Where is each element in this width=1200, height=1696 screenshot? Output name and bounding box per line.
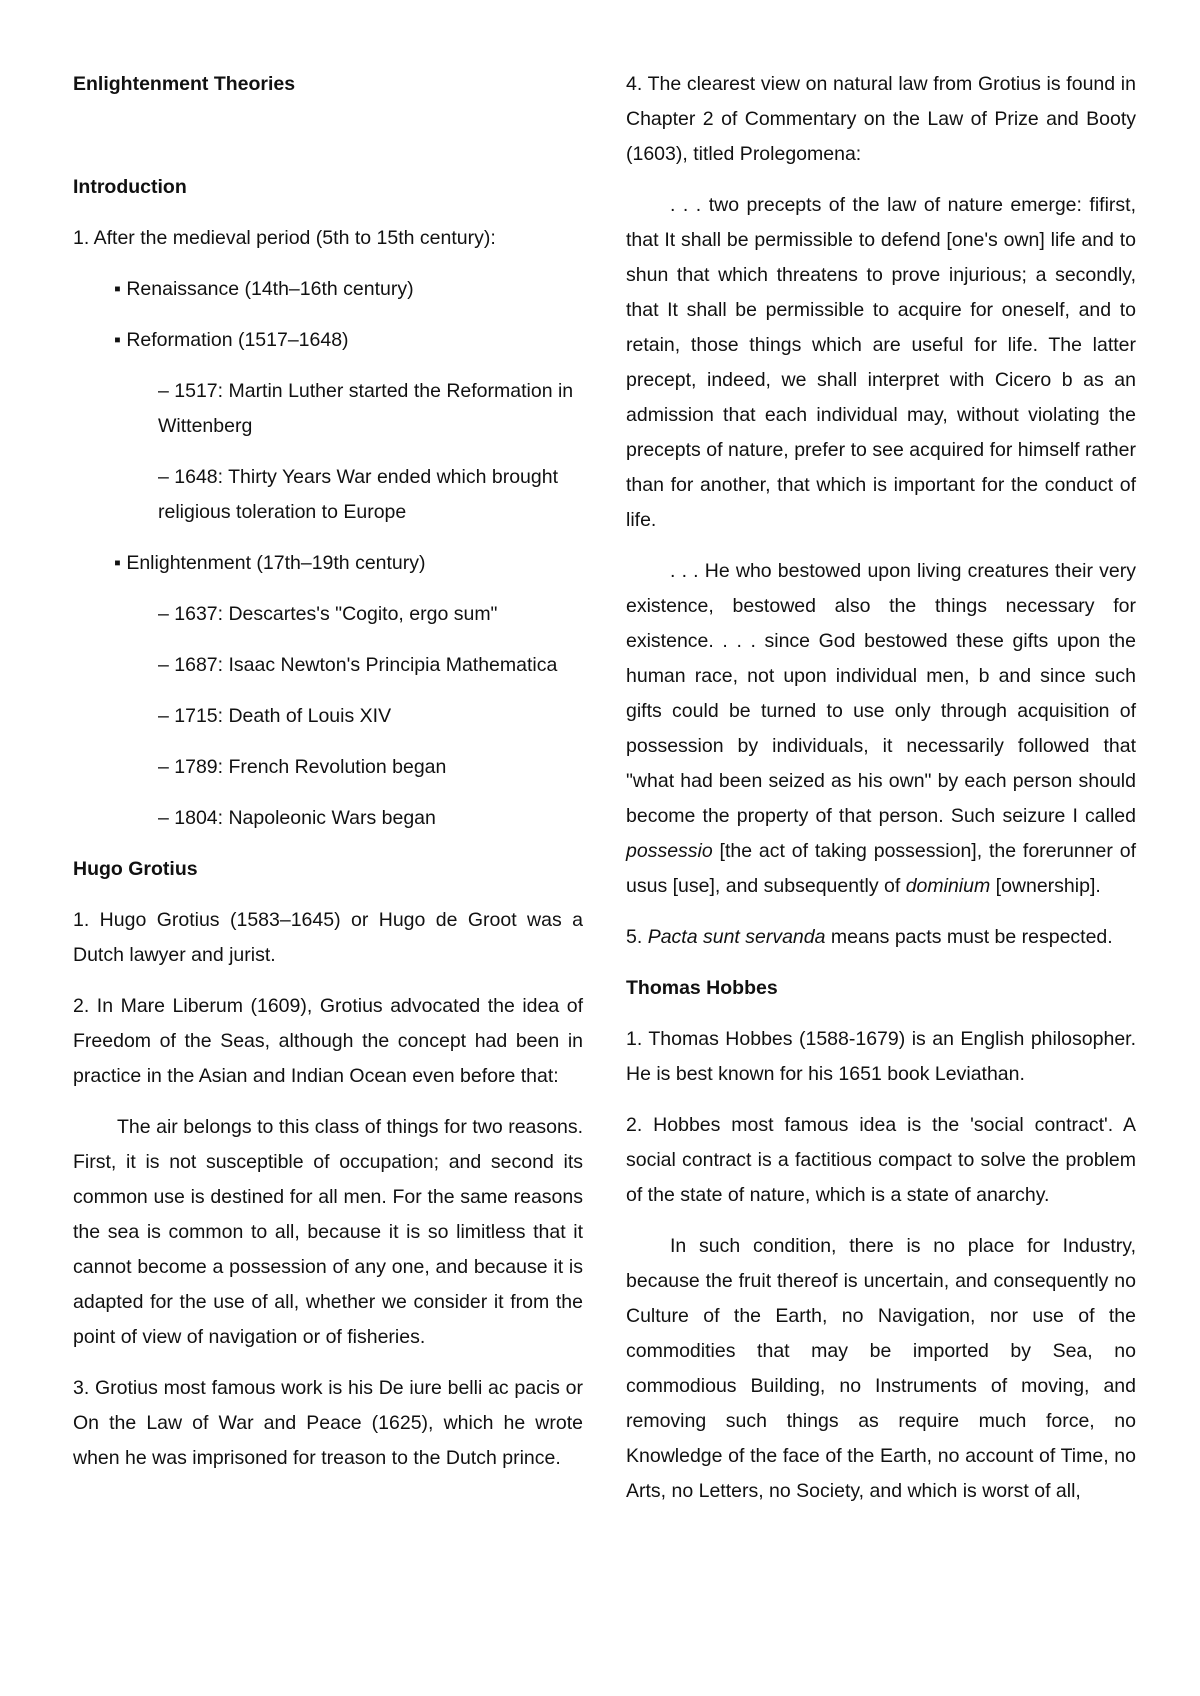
subitem-1789: – 1789: French Revolution began — [158, 756, 447, 778]
item-5-prefix: 5. — [626, 926, 648, 948]
hobbes-quote: In such condition, there is no place for Industry, because the fruit thereof is uncertain, and consequently no Culture of the Earth, no Navigation, nor use of the commodities that may be imported by Sea, no commodious Building, no Instruments of moving, and removing such things as require much force, no Knowledge of the face of the Earth, no account of Time, no Arts, no Letters, no Society, and which is worst of all, — [626, 1235, 1136, 1502]
hobbes-heading: Thomas Hobbes — [626, 977, 778, 999]
left-column — [73, 67, 583, 1492]
grotius-item-5 — [626, 920, 1136, 955]
subitem-1648: – 1648: Thirty Years War ended which brought religious toleration to Europe — [158, 466, 558, 523]
grotius-item-3: 3. Grotius most famous work is his De iure belli ac pacis or On the Law of War and Peace (1625), which he wrote when he was imprisoned for treason to the Dutch prince. — [73, 1377, 583, 1469]
bullet-enlightenment: ▪ Enlightenment (17th–19th century) — [114, 552, 426, 574]
grotius-item-2: 2. In Mare Liberum (1609), Grotius advocated the idea of Freedom of the Seas, although the concept had been in practice in the Asian and Indian Ocean even before that: — [73, 995, 583, 1087]
subitem-1517: – 1517: Martin Luther started the Reformation in Wittenberg — [158, 380, 574, 437]
bullet-reformation: ▪ Reformation (1517–1648) — [114, 329, 349, 351]
grotius-item-4: 4. The clearest view on natural law from Grotius is found in Chapter 2 of Commentary on the Law of Prize and Booty (1603), titled Prolegomena: — [626, 73, 1136, 165]
grotius-item-1: 1. Hugo Grotius (1583–1645) or Hugo de Groot was a Dutch lawyer and jurist. — [73, 909, 583, 966]
grotius-heading: Hugo Grotius — [73, 858, 198, 880]
hobbes-item-2: 2. Hobbes most famous idea is the 'social contract'. A social contract is a factitious compact to solve the problem of the state of nature, which is a state of anarchy. — [626, 1114, 1136, 1206]
subitem-1637: – 1637: Descartes's "Cogito, ergo sum" — [158, 603, 498, 625]
bullet-renaissance: ▪ Renaissance (14th–16th century) — [114, 278, 414, 300]
prolegomena-quote-2 — [626, 554, 1136, 904]
right-column — [626, 67, 1136, 1525]
grotius-quote: The air belongs to this class of things for two reasons. First, it is not susceptible of occupation; and second its common use is destined for all men. For the same reasons the sea is common to all, because it is so limitless that it cannot become a possession of any one, and because it is adapted for the use of all, whether we consider it from the point of view of navigation or of fisheries. — [73, 1116, 583, 1348]
hobbes-item-1: 1. Thomas Hobbes (1588-1679) is an English philosopher. He is best known for his 1651 book Leviathan. — [626, 1028, 1136, 1085]
quote-2-text-a: . . . He who bestowed upon living creatures their very existence, bestowed also the things necessary for existence. . . . since God bestowed these gifts upon the human race, not upon individual men, b and since such gifts could be turned to use only through acquisition of possession by individuals, it necessarily followed that "what had been seized as his own" by each person should become the property of that person. Such seizure I called — [626, 560, 1136, 827]
quote-2-text-b: [the act of taking possession], the forerunner of usus [use], and subsequently of — [626, 840, 1136, 897]
prolegomena-quote-1: . . . two precepts of the law of nature emerge: fifirst, that It shall be permissible to defend [one's own] life and to shun that which threatens to prove injurious; a secondly, that It shall be permissible to acquire for oneself, and to retain, those things which are useful for life. The latter precept, indeed, we shall interpret with Cicero b as an admission that each individual may, without violating the precepts of nature, prefer to see acquired for himself rather than for another, that which is important for the conduct of life. — [626, 194, 1136, 531]
document-title: Enlightenment Theories — [73, 73, 296, 95]
possessio-term: possessio — [626, 840, 713, 862]
pacta-sunt-servanda-term: Pacta sunt servanda — [647, 926, 826, 948]
quote-2-text-c: [ownership]. — [990, 875, 1101, 897]
subitem-1715: – 1715: Death of Louis XIV — [158, 705, 392, 727]
dominium-term: dominium — [905, 875, 991, 897]
subitem-1804: – 1804: Napoleonic Wars began — [158, 807, 436, 829]
intro-item-1: 1. After the medieval period (5th to 15th century): — [73, 227, 496, 249]
introduction-heading: Introduction — [73, 176, 187, 198]
item-5-rest: means pacts must be respected. — [825, 926, 1113, 948]
subitem-1687: – 1687: Isaac Newton's Principia Mathematica — [158, 654, 558, 676]
